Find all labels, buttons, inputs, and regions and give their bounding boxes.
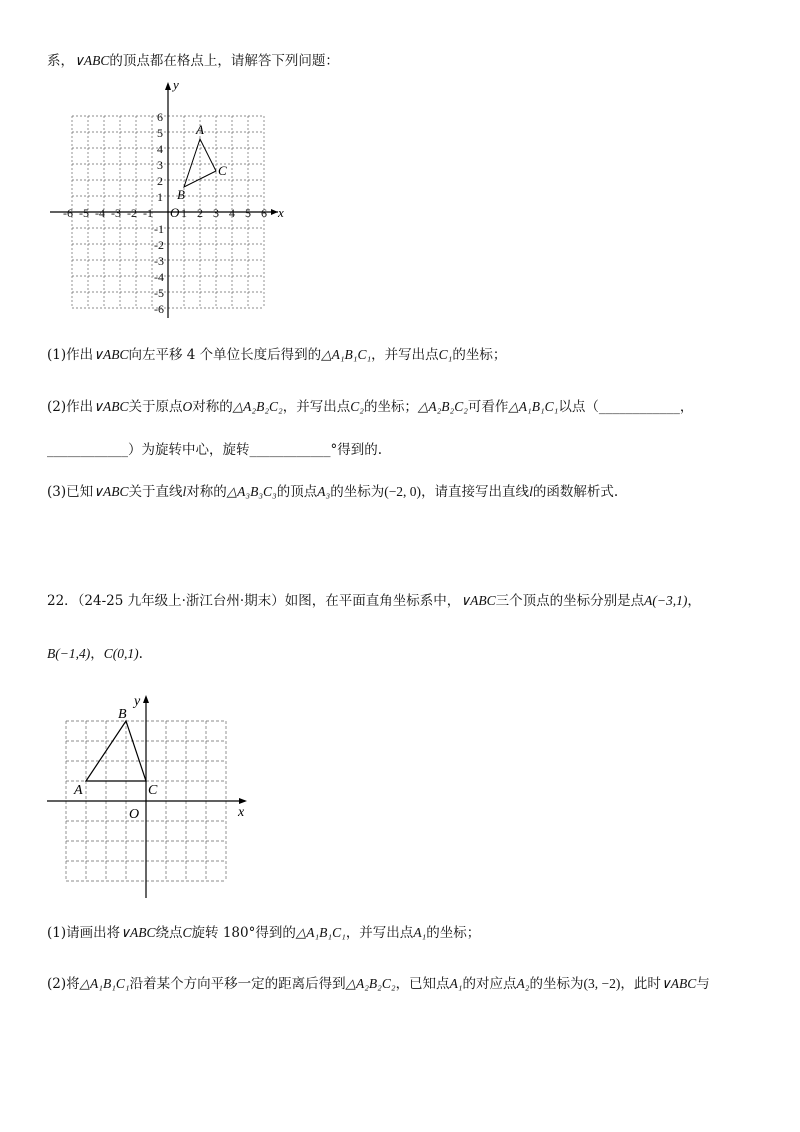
line-l: l [182,484,187,499]
intro-prefix: 系， [47,53,74,69]
q21-3-text-b: 关于直线 [128,484,183,500]
q21-3-text-g: 的函数解析式. [532,484,619,500]
fig1-label-C: C [218,163,227,178]
q22-2-text-a: (2)将 [47,976,80,992]
q22-2-text-g: 与 [696,976,710,992]
x-tick-label: 4 [229,206,235,220]
q21-2-text-d: ，并写出点 [282,399,351,415]
q21-2-text-a: (2)作出 [47,399,94,415]
fig1-label-B: B [177,187,185,202]
q22-1-text-c: 旋转 180°得到的 [191,925,296,941]
coord-c: C(0,1) [103,646,139,661]
q21-part1 [47,346,506,364]
q22-part1 [47,924,480,942]
y-tick-label: 4 [157,142,163,156]
point-a1: A₁ [449,976,463,991]
q22-end: . [138,646,143,662]
y-tick-label: -6 [154,302,164,316]
fig2-label-A: A [74,783,83,798]
fig1-origin: O [170,205,180,220]
intro-line [47,52,339,70]
q21-2-text-b: 关于原点 [128,399,183,415]
q22-1-text-b: 绕点 [155,925,183,941]
x-tick-label: -6 [63,206,73,220]
y-tick-label: -2 [154,238,164,252]
triangle-a2b2c2: △A₂B₂C₂ [232,399,283,414]
point-c2: C₂ [350,399,364,414]
q21-2-blank-2: ____________）为旋转中心，旋转____________°得到的. [47,442,383,458]
q22-1-text-e: 的坐标； [426,925,481,941]
y-tick-label: -3 [154,254,164,268]
y-tick-label: 3 [157,158,163,172]
y-tick-label: -4 [154,270,164,284]
y-tick-label: 2 [157,174,163,188]
y-tick-label: 1 [157,190,163,204]
triangle-a1b1c1: △A₁B₁C₁ [321,347,372,362]
q21-part2-cont [47,441,382,459]
q21-3-text-c: 对称的 [186,484,227,500]
point-o: O [182,399,193,414]
q22-2-text-f: ，此时 [620,976,661,992]
q21-2-text-e: 的坐标； [363,399,418,415]
q22-text-b: 三个顶点的坐标分别是点 [495,593,645,609]
y-tick-label: 6 [157,110,163,124]
fig2-label-O: O [129,807,140,822]
q21-1-text-d: 的坐标； [452,347,507,363]
fig2-label-C: C [148,783,158,798]
q22-2-text-b: 沿着某个方向平移一定的距离后得到 [129,976,346,992]
triangle-a1b1c1: △A₁B₁C₁ [508,399,559,414]
triangle-abc: ∨ABC [460,593,496,608]
fig2-label-x: x [238,805,245,820]
q21-1-text-a: (1)作出 [47,347,94,363]
point-a3: A₃ [317,484,331,499]
q21-1-text-b: 向左平移 4 个单位长度后得到的 [128,347,322,363]
triangle-a1b1c1: △A₁B₁C₁ [79,976,130,991]
x-tick-label: 2 [197,206,203,220]
intro-suffix: 的顶点都在格点上，请解答下列问题： [109,53,339,69]
q22-2-text-e: 的坐标为 [529,976,584,992]
fig1-x-label: x [278,205,284,220]
point-a2: A₂ [516,976,530,991]
line-l: l [529,484,533,499]
x-tick-label: -5 [79,206,89,220]
coord-a3: (−2, 0) [384,484,422,499]
triangle-abc: ∨ABC [93,347,129,362]
x-tick-label: 1 [181,206,187,220]
q21-2-text-c: 对称的 [192,399,233,415]
q21-2-blank-1: 以点（____________， [558,399,694,415]
q21-1-text-c: ，并写出点 [371,347,439,363]
triangle-abc: ∨ABC [93,484,129,499]
q22-text-a: 22．（24-25 九年级上·浙江台州·期末）如图，在平面直角坐标系中， [47,593,461,609]
y-tick-label: -1 [154,222,164,236]
q21-3-text-f: ，请直接写出直线 [421,484,530,500]
x-tick-label: -1 [143,206,153,220]
q21-part2 [47,398,693,416]
x-tick-label: -2 [127,206,137,220]
fig1-y-label: y [173,78,179,92]
q22-2-text-c: ，已知点 [395,976,450,992]
triangle-abc: ∨ABC [93,399,129,414]
q21-3-text-a: (3)已知 [47,484,94,500]
point-a1: A₁ [413,925,427,940]
coord-a: A(−3,1) [644,593,688,608]
coord-a2: (3, −2) [583,976,621,991]
point-c1: C₁ [438,347,453,362]
triangle-a2b2c2: △A₂B₂C₂ [417,399,468,414]
x-tick-label: -3 [111,206,121,220]
x-tick-label: 3 [213,206,219,220]
triangle-a2b2c2: △A₂B₂C₂ [345,976,396,991]
q21-2-text-f: 可看作 [467,399,509,415]
triangle-abc: ∨ABC [74,53,110,68]
q22-part2 [47,975,710,993]
q21-part3 [47,483,618,501]
fig1-label-A: A [196,122,204,137]
triangle-a1b1c1: △A₁B₁C₁ [295,925,346,940]
q22-stem [47,592,701,610]
figure2-coordinate-grid [0,690,800,910]
q22-1-text-d: ，并写出点 [345,925,414,941]
x-tick-label: 6 [261,206,267,220]
q22-2-text-d: 的对应点 [462,976,517,992]
coord-b: B(−1,4) [47,646,91,661]
q21-3-text-d: 的顶点 [276,484,318,500]
point-c: C [182,925,192,940]
q22-stem-cont [47,645,143,663]
y-tick-label: 5 [157,126,163,140]
triangle-a3b3c3: △A₃B₃C₃ [226,484,277,499]
triangle-abc: ∨ABC [120,925,156,940]
x-tick-label: -4 [95,206,105,220]
x-tick-label: 5 [245,206,251,220]
q22-comma: ， [687,593,701,609]
q22-sep: ， [90,646,104,662]
triangle-abc: ∨ABC [660,976,697,991]
y-tick-label: -5 [154,286,164,300]
fig2-label-B: B [118,707,127,722]
fig2-label-y: y [134,694,141,709]
q22-1-text-a: (1)请画出将 [47,925,121,941]
q21-3-text-e: 的坐标为 [330,484,385,500]
